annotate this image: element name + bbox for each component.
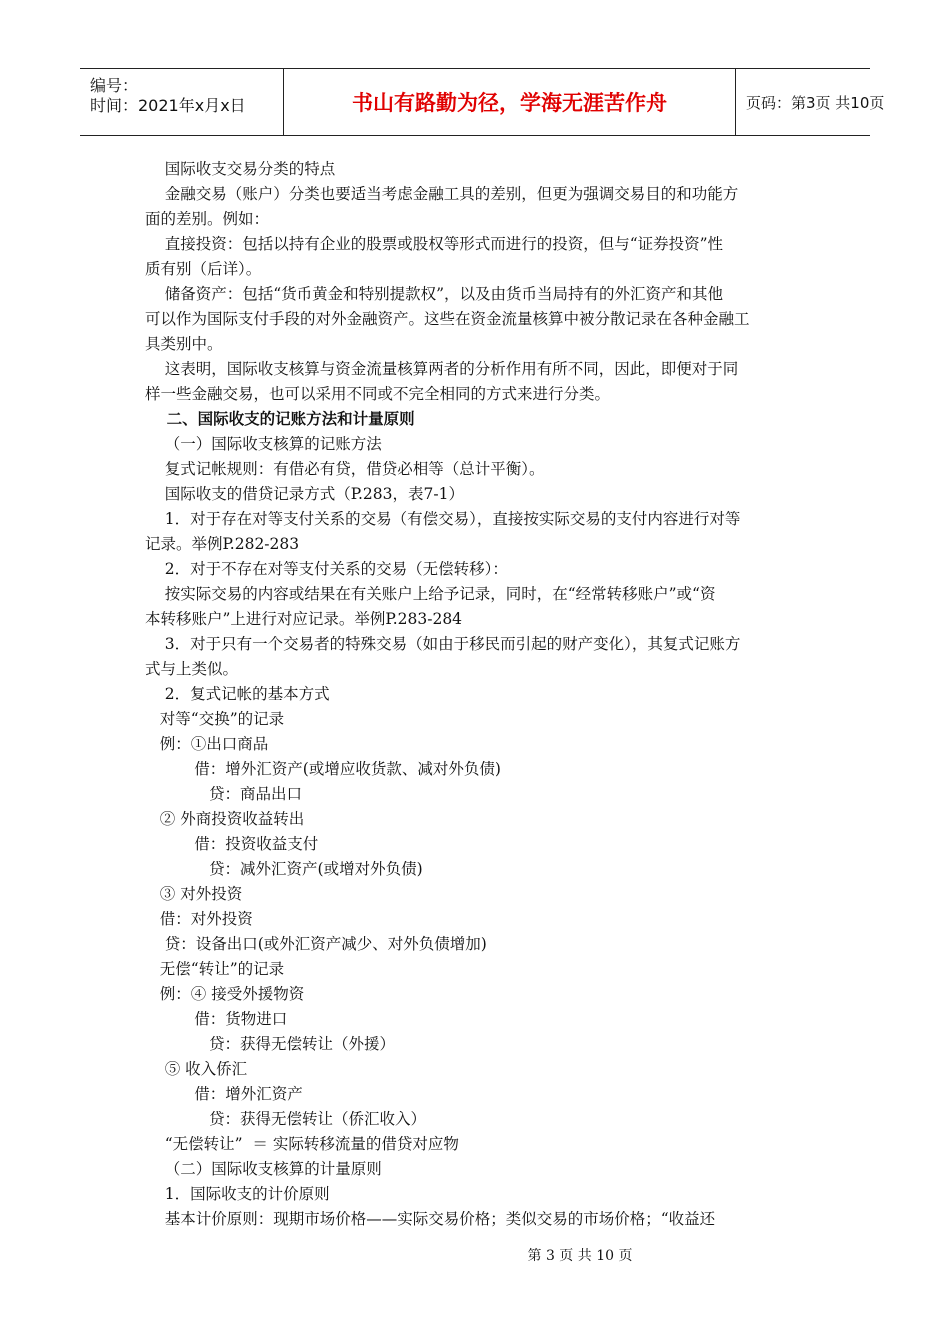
body-line: 样一些金融交易，也可以采用不同或不完全相同的方式来进行分类。 — [145, 385, 611, 403]
header-page-info: 页码：第3页 共10页 — [746, 93, 885, 112]
body-line: 本转移账户”上进行对应记录。举例P.283-284 — [145, 610, 463, 628]
body-line: 储备资产：包括“货币黄金和特别提款权”，以及由货币当局持有的外汇资产和其他 — [145, 285, 724, 303]
page-footer — [0, 1245, 950, 1265]
body-line: 无偿“转让”的记录 — [145, 960, 285, 978]
body-line: 贷：获得无偿转让（侨汇收入） — [145, 1110, 427, 1128]
body-line: ③ 对外投资 — [145, 885, 243, 903]
body-line: 国际收支交易分类的特点 — [145, 160, 336, 178]
document-body — [145, 157, 810, 1232]
body-line: 这表明，国际收支核算与资金流量核算两者的分析作用有所不同，因此，即便对于同 — [145, 360, 739, 378]
body-line: 2．对于不存在对等支付关系的交易（无偿转移）： — [145, 560, 508, 578]
body-line: 借：投资收益支付 — [145, 835, 319, 853]
body-line: 对等“交换”的记录 — [145, 710, 285, 728]
body-line: 按实际交易的内容或结果在有关账户上给予记录，同时，在“经常转移账户”或“资 — [145, 585, 716, 603]
code-label: 编号： — [90, 76, 139, 95]
body-line: 贷：设备出口(或外汇资产减少、对外负债增加) — [145, 935, 487, 953]
body-line: 2．复式记帐的基本方式 — [145, 685, 330, 703]
body-line: 1．国际收支的计价原则 — [145, 1185, 330, 1203]
body-line: 贷：减外汇资产(或增对外负债) — [145, 860, 423, 878]
body-line: 3．对于只有一个交易者的特殊交易（如由于移民而引起的财产变化），其复式记账方 — [145, 635, 741, 653]
body-line: （二）国际收支核算的计量原则 — [145, 1160, 382, 1178]
body-line: ② 外商投资收益转出 — [145, 810, 305, 828]
header-motto: 书山有路勤为径，学海无涯苦作舟 — [284, 69, 736, 135]
header-meta — [80, 69, 284, 135]
body-line: 基本计价原则：现期市场价格——实际交易价格；类似交易的市场价格；“收益还 — [145, 1210, 716, 1228]
body-line: 具类别中。 — [145, 335, 223, 353]
body-line: （一）国际收支核算的记账方法 — [145, 435, 382, 453]
body-line: 借：增外汇资产 — [145, 1085, 303, 1103]
body-line: 面的差别。例如： — [145, 210, 270, 228]
body-line: 借：增外汇资产(或增应收货款、减对外负债) — [145, 760, 501, 778]
body-line: 例：①出口商品 — [145, 735, 269, 753]
body-line: 借：对外投资 — [145, 910, 253, 928]
body-line: “无偿转让” ＝ 实际转移流量的借贷对应物 — [145, 1135, 459, 1153]
body-line: 式与上类似。 — [145, 660, 239, 678]
body-line: 贷：商品出口 — [145, 785, 303, 803]
body-line: 直接投资：包括以持有企业的股票或股权等形式而进行的投资，但与“证券投资”性 — [145, 235, 724, 253]
body-line: 例：④ 接受外援物资 — [145, 985, 305, 1003]
body-line: 复式记帐规则：有借必有贷，借贷必相等（总计平衡）。 — [145, 460, 545, 478]
body-line: 金融交易（账户）分类也要适当考虑金融工具的差别，但更为强调交易目的和功能方 — [145, 185, 739, 203]
body-line: 国际收支的借贷记录方式（P.283，表7-1） — [145, 485, 464, 503]
body-line: 贷：获得无偿转让（外援） — [145, 1035, 396, 1053]
body-line: 可以作为国际支付手段的对外金融资产。这些在资金流量核算中被分散记录在各种金融工 — [145, 310, 750, 328]
body-line: 1．对于存在对等支付关系的交易（有偿交易），直接按实际交易的支付内容进行对等 — [145, 510, 741, 528]
page-header — [80, 68, 885, 136]
body-line: ⑤ 收入侨汇 — [145, 1060, 248, 1078]
footer-page-number: 第 3 页 共 10 页 — [527, 1248, 633, 1264]
body-line: 借：货物进口 — [145, 1010, 288, 1028]
body-line: 二、国际收支的记账方法和计量原则 — [145, 410, 415, 428]
body-line: 质有别（后详）。 — [145, 260, 262, 278]
date-label: 时间：2021年x月x日 — [90, 96, 246, 115]
body-line: 记录。举例P.282-283 — [145, 535, 300, 553]
